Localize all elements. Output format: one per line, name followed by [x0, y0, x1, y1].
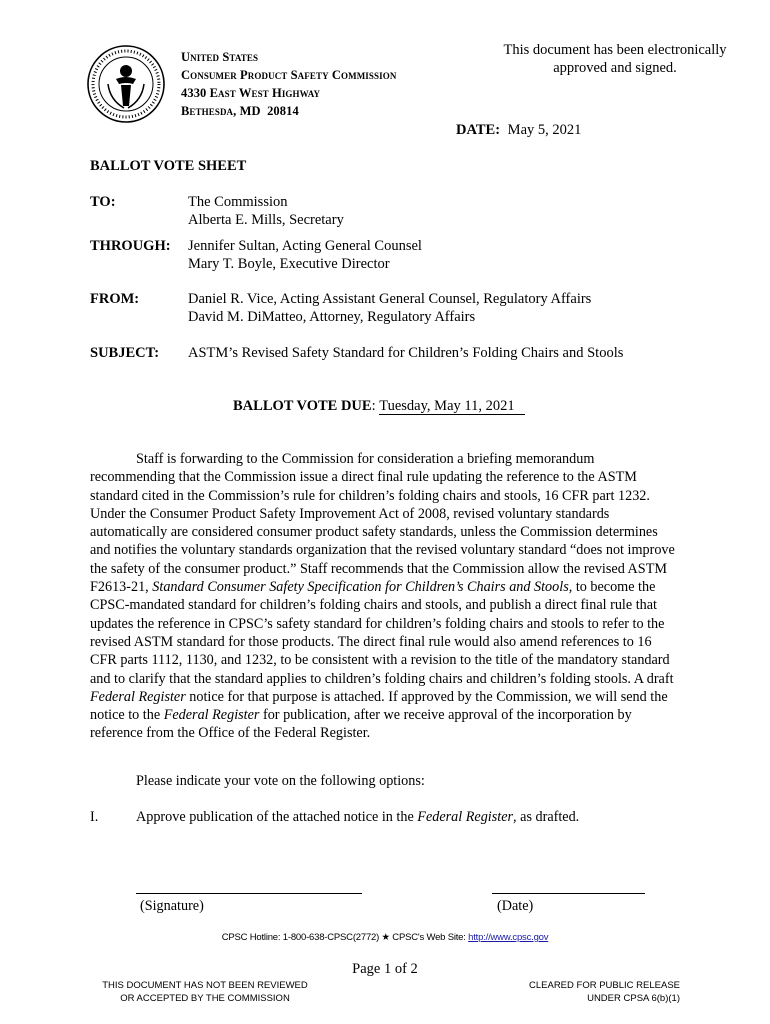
footer-right-line-2: UNDER CPSA 6(b)(1)	[587, 993, 680, 1004]
from-line-2: David M. DiMatteo, Attorney, Regulatory Affairs	[188, 309, 476, 325]
cpsc-seal	[86, 44, 166, 124]
body-text-1: Staff is forwarding to the Commission for consideration a briefing memorandum recommending that the Commission issue a direct final rule updating the reference to the ASTM standard cited in the Commission’s rule for children’s folding chairs and stools, 16 CFR part 1232. Under the Consumer Product Safety Improvement Act of 2008, revised voluntary standards automatically are considered consumer product safety standards, unless the Commission determines and notifies the voluntary standards organization that the revised voluntary standard “does not improve the safety of the consumer product.” Staff recommends that the Commission allow the revised ASTM F2613-21,	[90, 451, 675, 596]
website-link[interactable]: http://www.cpsc.gov	[468, 932, 549, 943]
footer-hotline	[0, 932, 770, 943]
body-italic-3: Federal Register	[163, 707, 260, 724]
ballot-due-label: BALLOT VOTE DUE	[233, 398, 372, 414]
footer-right	[478, 979, 680, 1005]
body-text-2: to become the CPSC-mandated standard for children’s folding chairs and stools, and publish a direct final rule that updates the reference in CPSC’s safety standard for children’s folding chairs and stools to refer to the revised ASTM standard for those products. The direct final rule would also amend references to 16 CFR parts 1112, 1130, and 1232, to be consistent with a revision to the title of the mandatory standard and to clarify that the standard applies to children’s folding chairs and children’s folding stools. A draft	[90, 579, 674, 687]
agency-block	[181, 48, 396, 120]
date-value: May 5, 2021	[507, 122, 582, 138]
signature-label: (Signature)	[140, 898, 204, 914]
to-line-1: The Commission	[188, 194, 288, 210]
signature-date-label: (Date)	[497, 898, 534, 914]
through-line-1: Jennifer Sultan, Acting General Counsel	[188, 238, 422, 254]
body-text-3: notice for that purpose is attached. If approved by the Commission, we will send the notice to the	[90, 688, 668, 724]
agency-line-2: Consumer Product Safety Commission	[181, 68, 397, 82]
footer-left-line-2: OR ACCEPTED BY THE COMMISSION	[120, 993, 290, 1004]
footer-left	[90, 979, 320, 1005]
address-line-1: 4330 East West Highway	[181, 86, 321, 100]
seal-icon	[86, 44, 166, 124]
ballot-vote-due	[233, 397, 525, 415]
to-line-2: Alberta E. Mills, Secretary	[188, 212, 344, 228]
option-1-number: I.	[90, 809, 99, 825]
from-line-1: Daniel R. Vice, Acting Assistant General Counsel, Regulatory Affairs	[188, 291, 592, 307]
footer-left-line-1: THIS DOCUMENT HAS NOT BEEN REVIEWED	[102, 980, 308, 991]
through-line-2: Mary T. Boyle, Executive Director	[188, 256, 390, 272]
memo-date	[456, 121, 581, 139]
agency-line-1: United States	[181, 50, 259, 64]
esign-notice	[470, 41, 760, 77]
signature-line[interactable]	[136, 893, 362, 894]
hotline-text: CPSC Hotline: 1-800-638-CPSC(2772) ★ CPSC's Web Site:	[221, 932, 469, 943]
date-label: DATE:	[456, 122, 501, 138]
body-italic-1: Standard Consumer Safety Specification for Children’s Chairs and Stools,	[152, 579, 573, 596]
address-line-2: Bethesda, MD 20814	[181, 104, 299, 118]
subject-value: ASTM’s Revised Safety Standard for Children’s Folding Chairs and Stools	[188, 345, 624, 361]
option-1-text: Approve publication of the attached notice in the	[136, 809, 418, 825]
date-line[interactable]	[492, 893, 645, 894]
body-paragraph	[90, 450, 680, 743]
through-label: THROUGH:	[90, 238, 171, 254]
option-1-italic: Federal Register	[417, 809, 514, 825]
option-1-text-end: , as drafted.	[513, 809, 580, 825]
page-title: BALLOT VOTE SHEET	[90, 158, 247, 174]
body-italic-2: Federal Register	[90, 688, 186, 705]
esign-line-2: approved and signed.	[553, 60, 677, 76]
esign-line-1: This document has been electronically	[503, 42, 727, 58]
from-label: FROM:	[90, 291, 140, 307]
subject-label: SUBJECT:	[90, 345, 160, 361]
ballot-due-colon: :	[371, 398, 376, 414]
body-text-4: for publication, after we receive approval of the incorporation by reference from the Office of the Federal Register.	[90, 707, 632, 742]
page-number: Page 1 of 2	[352, 961, 418, 977]
footer-right-line-1: CLEARED FOR PUBLIC RELEASE	[529, 980, 680, 991]
ballot-due-value: Tuesday, May 11, 2021	[379, 398, 524, 415]
vote-prompt: Please indicate your vote on the following options:	[136, 773, 425, 789]
to-label: TO:	[90, 194, 116, 210]
